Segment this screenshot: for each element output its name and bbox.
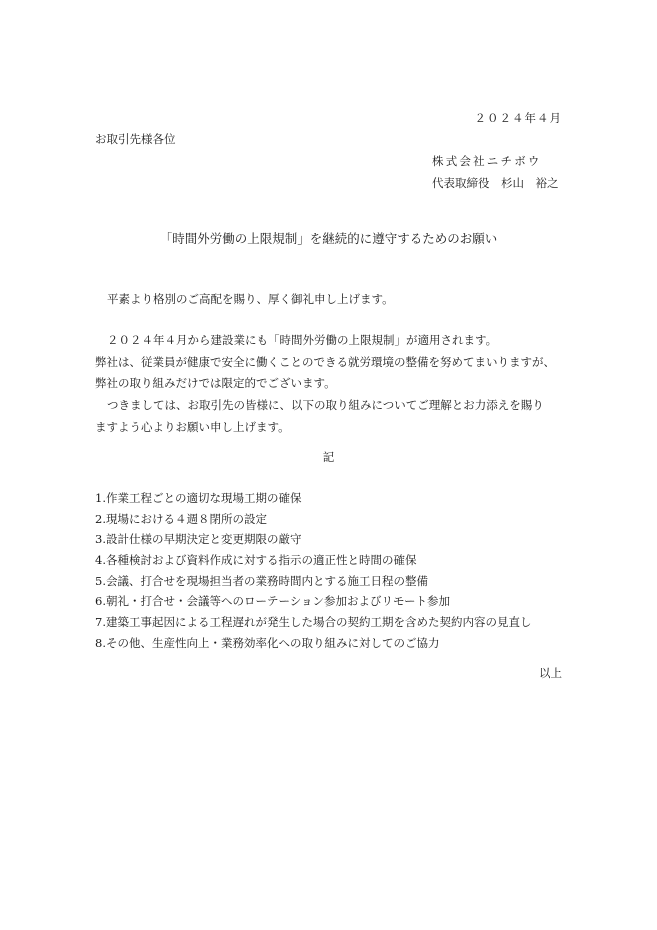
ki-heading: 記 xyxy=(322,450,335,464)
list-item: 7.建築工事起因による工程遅れが発生した場合の契約工期を含めた契約内容の見直し xyxy=(95,615,532,630)
body-line: 弊社は、従業員が健康で安全に働くことのできる就労環境の整備を努めてまいりますが、 xyxy=(95,354,555,369)
list-item: 4.各種検討および資料作成に対する指示の適正性と時間の確保 xyxy=(95,553,417,568)
list-item: 8.その他、生産性向上・業務効率化への取り組みに対してのご協力 xyxy=(95,635,440,650)
greeting-paragraph: 平素より格別のご高配を賜り、厚く御礼申し上げます。 xyxy=(107,292,394,306)
body-line: つきましては、お取引先の皆様に、以下の取り組みについてご理解とお力添えを賜り xyxy=(107,398,544,413)
letter-date: ２０２４年４月 xyxy=(474,111,562,125)
body-line: 弊社の取り組みだけでは限定的でございます。 xyxy=(95,376,336,391)
list-item: 1.作業工程ごとの適切な現場工期の確保 xyxy=(95,491,302,505)
sender-representative: 代表取締役 杉山 裕之 xyxy=(432,176,559,190)
list-item: 2.現場における４週８閉所の設定 xyxy=(95,511,267,526)
recipient-line: お取引先様各位 xyxy=(95,132,176,146)
request-list xyxy=(95,488,531,654)
sender-company: 株式会社ニチボウ xyxy=(432,154,542,168)
list-item: 3.設計仕様の早期決定と変更期限の厳守 xyxy=(95,532,302,547)
list-item: 6.朝礼・打合せ・会議等へのローテーション参加およびリモート参加 xyxy=(95,594,451,609)
letter-title: 「時間外労働の上限規制」を継続的に遵守するためのお願い xyxy=(159,231,498,246)
body-line: ２０２４年４月から建設業にも「時間外労働の上限規制」が適用されます。 xyxy=(107,333,498,347)
body-line: ますよう心よりお願い申し上げます。 xyxy=(95,419,290,434)
closing-mark: 以上 xyxy=(539,666,562,680)
body-paragraph xyxy=(95,330,555,438)
list-item: 5.会議、打合せを現場担当者の業務時間内とする施工日程の整備 xyxy=(95,573,428,588)
